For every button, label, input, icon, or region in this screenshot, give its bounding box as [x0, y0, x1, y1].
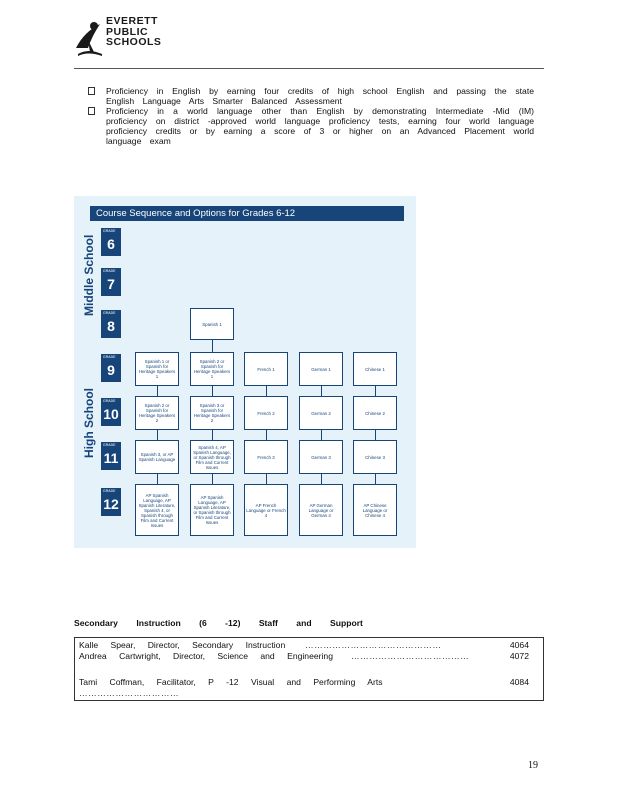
- course-box: AP Spanish Language, AP Spanish Literature, or Spanish through Film and Current Issues: [190, 484, 234, 536]
- requirements-list: [88, 86, 534, 146]
- list-item-text: Proficiency in a world language other than English by demonstrating Intermediate -Mid (IM) proficiency on district -approved world language proficiency tests, earning four world language proficiency credits or by earning a score of 3 or higher on an Advanced Placement world language exam: [106, 106, 534, 146]
- grade-badge: [101, 310, 121, 338]
- staff-name: Tami Coffman, Facilitator, P -12 Visual and Performing Arts: [79, 677, 383, 687]
- grade-badge: [101, 398, 121, 426]
- course-box: Spanish 1 or Spanish for Heritage Speakers 1: [135, 352, 179, 386]
- course-box: German 2: [299, 396, 343, 430]
- grade-badge: [101, 442, 121, 470]
- logo-line: SCHOOLS: [106, 36, 162, 48]
- course-box: French 2: [244, 396, 288, 430]
- grade-badge: [101, 228, 121, 256]
- checkbox-bullet-icon: [88, 87, 95, 95]
- staff-heading: Secondary Instruction (6 -12) Staff and Support: [74, 618, 363, 628]
- course-box: Spanish 4, AP Spanish Language, or Spanish through Film and Current Issues: [190, 440, 234, 474]
- logo-line: PUBLIC: [106, 25, 149, 38]
- course-box: AP Spanish Language, AP Spanish Literature, Spanish 4, or Spanish through Film and Current Issues: [135, 484, 179, 536]
- staff-extension: 4072: [509, 651, 529, 661]
- district-logo: [74, 14, 184, 64]
- grade-word: GRADE: [103, 355, 116, 359]
- staff-name: Kalle Spear, Director, Secondary Instruction: [79, 640, 286, 650]
- leader-dots: ……………………………: [79, 688, 180, 698]
- course-box: Spanish 3, or AP Spanish Language: [135, 440, 179, 474]
- grade-word: GRADE: [103, 399, 116, 403]
- grade-number: 8: [107, 318, 115, 334]
- grade-word: GRADE: [103, 443, 116, 447]
- grade-badge: [101, 268, 121, 296]
- course-box: French 1: [244, 352, 288, 386]
- grade-number: 10: [103, 406, 119, 422]
- staff-extension: 4084: [509, 677, 529, 687]
- header-rule: [74, 68, 544, 69]
- grade-number: 11: [103, 450, 119, 466]
- grade-word: GRADE: [103, 311, 116, 315]
- staff-name: Andrea Cartwright, Director, Science and Engineering: [79, 651, 333, 661]
- grade-number: 7: [107, 276, 115, 292]
- course-box: Chinese 2: [353, 396, 397, 430]
- logo-text: [106, 16, 161, 48]
- course-box: Spanish 1: [190, 308, 234, 340]
- page-number: 19: [528, 760, 538, 771]
- checkbox-bullet-icon: [88, 107, 95, 115]
- course-box: AP German Language or German 4: [299, 484, 343, 536]
- course-box: Spanish 2 or Spanish for Heritage Speakers 2: [135, 396, 179, 430]
- list-item-text: Proficiency in English by earning four credits of high school English and passing the state English Language Arts Smarter Balanced Assessment: [106, 86, 534, 106]
- course-box: Spanish 3 or Spanish for Heritage Speakers 2: [190, 396, 234, 430]
- leader-dots: …………………………………: [351, 651, 470, 661]
- list-item: [88, 86, 534, 106]
- grade-word: GRADE: [103, 489, 116, 493]
- course-box: Spanish 2 or Spanish for Heritage Speakers 1: [190, 352, 234, 386]
- figure-logo-icon: [74, 18, 104, 60]
- grade-number: 12: [103, 496, 119, 512]
- staff-table: [74, 637, 544, 701]
- grade-word: GRADE: [103, 269, 116, 273]
- course-box: German 1: [299, 352, 343, 386]
- leader-dots: ………………………………………: [305, 640, 442, 650]
- staff-extension: 4064: [509, 640, 529, 650]
- course-box: Chinese 1: [353, 352, 397, 386]
- high-school-label: High School: [82, 388, 96, 458]
- course-box: French 3: [244, 440, 288, 474]
- middle-school-label: Middle School: [82, 234, 96, 316]
- course-box: German 3: [299, 440, 343, 474]
- diagram-title: Course Sequence and Options for Grades 6-12: [90, 206, 404, 221]
- grade-badge: [101, 488, 121, 516]
- grade-badge: [101, 354, 121, 382]
- grade-number: 6: [107, 236, 115, 252]
- list-item: [88, 106, 534, 146]
- course-box: Chinese 3: [353, 440, 397, 474]
- course-sequence-diagram: [74, 196, 416, 548]
- grade-number: 9: [107, 362, 115, 378]
- logo-line: EVERETT: [106, 15, 158, 27]
- course-box: AP Chinese Language or Chinese 4: [353, 484, 397, 536]
- course-box: AP French Language or French 4: [244, 484, 288, 536]
- grade-word: GRADE: [103, 229, 116, 233]
